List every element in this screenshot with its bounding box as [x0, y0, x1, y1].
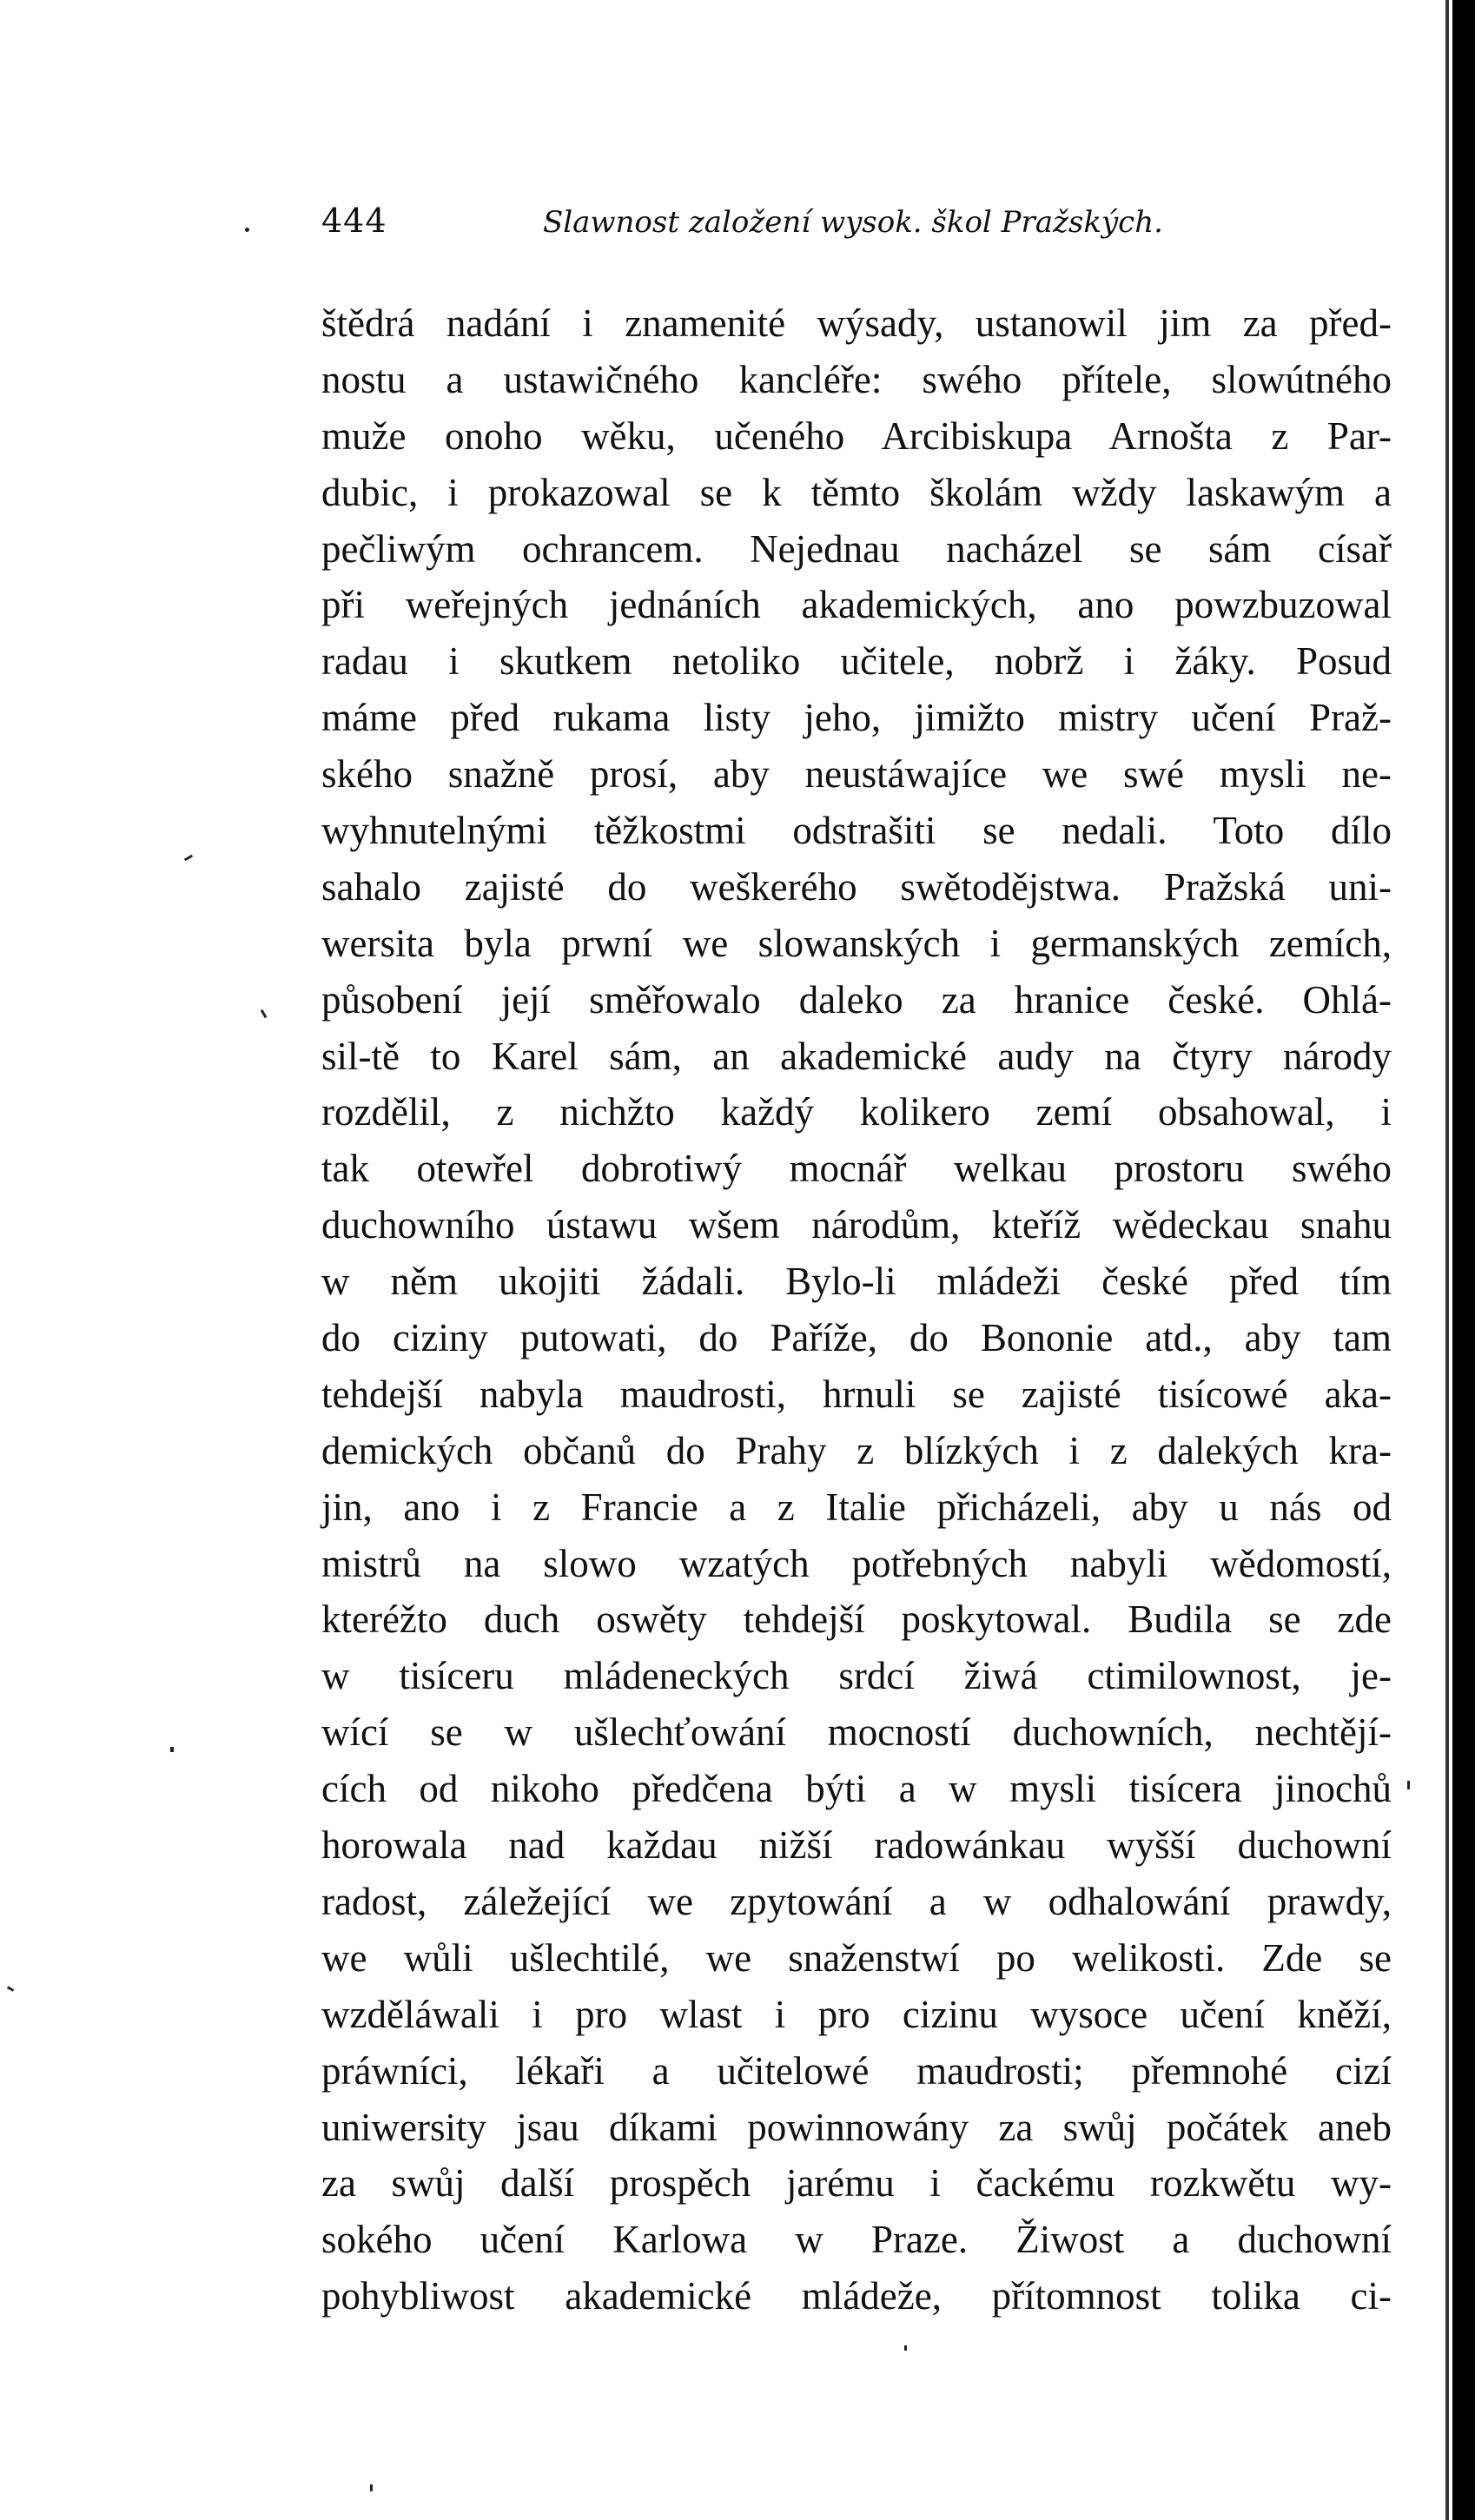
text-line: mistrů na slowo wzatých potřebných nabyli wědomostí, [321, 1541, 1392, 1585]
text-line: wzděláwali i pro wlast i pro cizinu wysoce učení kněží, [321, 1992, 1392, 2036]
scan-speck [7, 1986, 14, 1992]
text-line: wící se w ušlechťowání mocností duchowních, nechtějí- [321, 1710, 1392, 1755]
scan-speck [170, 1747, 174, 1752]
text-line: we wůli ušlechtilé, we snaženstwí po welikosti. Zde se [321, 1935, 1392, 1980]
text-line: sil-tě to Karel sám, an akademické audy na čtyry národy [321, 1034, 1392, 1078]
text-line: máme před rukama listy jeho, jimižto mistry učení Praž- [321, 696, 1392, 740]
text-line: radau i skutkem netoliko učitele, nobrž i žáky. Posud [321, 639, 1392, 684]
text-line: tak otewřel dobrotiwý mocnář welkau prostoru swého [321, 1147, 1392, 1191]
text-line: radost, záležející we zpytowání a w odhalowání prawdy, [321, 1879, 1392, 1923]
text-line: jin, ano i z Francie a z Italie přicházeli, aby u nás od [321, 1485, 1392, 1529]
text-line: tehdejší nabyla maudrosti, hrnuli se zajisté tisícowé aka- [321, 1372, 1392, 1416]
running-title: Slawnost založení wysok. škol Pražských. [543, 205, 1163, 240]
text-line: w něm ukojiti žádali. Bylo-li mládeži české před tím [321, 1260, 1392, 1304]
text-line: kteréžto duch oswěty tehdejší poskytowal. Budila se zde [321, 1597, 1392, 1642]
text-line: cích od nikoho předčena býti a w mysli tisícera jinochů [321, 1767, 1392, 1811]
text-line: muže onoho wěku, učeného Arcibiskupa Arnošta z Par- [321, 413, 1392, 458]
margin-mark [245, 228, 249, 232]
body-text [321, 295, 1392, 2325]
text-line: při weřejných jednáních akademických, ano powzbuzowal [321, 583, 1392, 627]
text-line: práwníci, lékaři a učitelowé maudrosti; přemnohé cizí [321, 2048, 1392, 2093]
page-number: 444 [321, 202, 387, 240]
scan-speck [184, 855, 193, 862]
text-line: působení její směřowalo daleko za hranice české. Ohlá- [321, 977, 1392, 1022]
text-line: dubic, i prokazowal se k těmto školám wždy laskawým a [321, 470, 1392, 514]
text-line: w tisíceru mládeneckých srdcí žiwá ctimilownost, je- [321, 1654, 1392, 1698]
text-line: wersita byla prwní we slowanských i germanských zemích, [321, 921, 1392, 965]
text-line: pečliwým ochrancem. Nejednau nacházel se sám císař [321, 526, 1392, 571]
text-line: wyhnutelnými těžkostmi odstrašiti se nedali. Toto dílo [321, 809, 1392, 853]
text-line: sokého učení Karlowa w Praze. Žiwost a duchowní [321, 2218, 1392, 2262]
text-line: pohybliwost akademické mládeže, přítomnost tolika ci- [321, 2274, 1392, 2318]
text-line: nostu a ustawičného kancléře: swého přítele, slowútného [321, 357, 1392, 401]
text-line: horowala nad každau nižší radowánkau wyšší duchowní [321, 1823, 1392, 1868]
text-line: sahalo zajisté do weškerého swětodějstwa. Pražská uni- [321, 864, 1392, 909]
text-line: duchowního ústawu wšem národům, kteříž wědeckau snahu [321, 1203, 1392, 1247]
text-line: do ciziny putowati, do Paříže, do Bononie atd., aby tam [321, 1316, 1392, 1360]
text-line: uniwersity jsau díkami powinnowány za swůj počátek aneb [321, 2105, 1392, 2149]
scan-speck [1407, 1781, 1410, 1789]
text-line: ského snažně prosí, aby neustáwajíce we swé mysli ne- [321, 752, 1392, 797]
scan-speck [261, 1009, 268, 1018]
page-header [313, 202, 1399, 254]
text-line: za swůj další prospěch jarému i čackému rozkwětu wy- [321, 2161, 1392, 2206]
text-line: demických občanů do Prahy z blízkých i z dalekých kra- [321, 1428, 1392, 1472]
page-edge [1452, 0, 1475, 2520]
scan-speck [370, 2484, 373, 2491]
page-edge-shadow [1445, 0, 1449, 2520]
text-line: rozdělil, z nichžto každý kolikero zemí obsahowal, i [321, 1090, 1392, 1134]
text-line: štědrá nadání i znamenité wýsady, ustanowil jim za před- [321, 301, 1392, 345]
scan-speck [904, 2345, 907, 2351]
